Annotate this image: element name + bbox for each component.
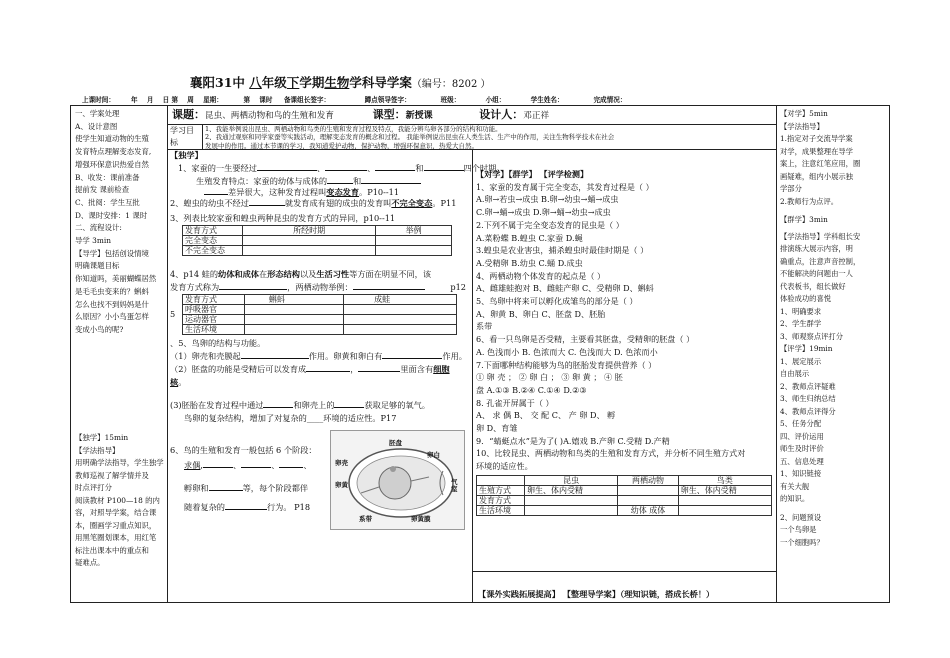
left-line: 【学法指导】 [75,445,120,455]
meta-leader: 备课组长签字： [283,96,331,104]
table-row [477,485,772,495]
q1b-text: 生殖发育特点：家蚕的幼体与成体的 [196,176,328,186]
table-row [183,325,457,335]
right-q-line: 9．“蜻蜓点水”是为了( )A.嬉戏 B.产卵 C.受精 D.产精 [476,435,670,446]
q5b [170,363,468,376]
table-row [183,236,452,246]
left-line: 疑难点。 [75,558,105,567]
topic-label: 课题： [172,108,205,121]
table-frog [182,294,457,335]
right-q-line: 3.蝗虫是农业害虫，捕杀蝗虫时最佳时期是（ ） [476,245,649,256]
left-line: 用黑笔圈划课本，用红笔 [75,533,157,542]
table-cell: 所经时期 [243,226,376,236]
left-line: 使学生知道动物的生殖 [75,134,149,144]
right-q-line: 7.下面哪种结构能够为鸟的胚胎发育提供营养（ ） [476,359,657,370]
topic-value: 昆虫、两栖动物和鸟的生殖和发育 [205,111,334,121]
bird-egg-figure [330,430,465,530]
q6b-sep: 、 [233,460,242,470]
meta-week: 周 [187,96,194,104]
q6b-sep: 、 [271,460,280,470]
right-q-line: 10、比较昆虫、两栖动物和鸟类的生殖和发育方式，并分析不同生殖方式对 [476,448,746,459]
q6c [170,481,330,496]
table-row [183,246,452,256]
q6d [170,500,330,515]
q5a [170,350,468,363]
q1c [170,186,468,197]
table-compare [476,475,772,516]
meta-status: 完成情况： [593,96,627,104]
far-right-line: 5、任务分配 [780,419,822,428]
q4-text: 以及 [299,269,317,279]
far-right-line: 排演练大展示内容，明 [780,244,853,253]
left-line: 标注出课本中的重点和 [75,545,149,555]
table-cell [678,495,771,505]
title-term: 下 [286,75,300,90]
q5c-text: 获取足够的氧气。 [364,400,430,410]
far-right-line: 3、师观察点评打分 [780,331,844,341]
meta-supervisor: 蹲点领导签字： [364,96,411,104]
far-right-line: 1.指定对子交流导学案 [780,134,853,143]
right-footer: 【课外实践拓展提高】 【整理导学案】（理知识链，搭成长桥！） [478,589,715,599]
left-line: 教师巡视了解学情并及 [75,470,149,480]
far-right-line: 有关大舰 [780,481,810,491]
q4b-text: 发育方式称为 [170,282,220,292]
q2-text2: 就发育成有翅的成虫的发育叫 [284,198,392,208]
left-line: 一、学案处理 [75,109,120,118]
topic-row [172,108,549,123]
far-right-line: 【学法指导】学科组长安 [780,231,861,241]
designer-label: 设计人： [479,108,524,121]
goal-line: 发展中的作用。通过本节课的学习，我知道爱护动物，保护动物，增强环保意识，热爱大自然。 [205,141,478,150]
left-line: 提前发 课前检查 [75,185,130,195]
table-cell [344,325,457,335]
right-title: 【对学】【群学】 【评学检测】 [476,169,589,179]
table-cell: 呼吸器官 [183,305,245,315]
title-w3: 学科导学案 [349,75,412,90]
right-q-line: A.菜粉蝶 B.蝗虫 C.家蚕 D.蝇 [476,232,583,243]
left-line: B、收发：课前准备 [75,172,140,182]
q5b-sep: ， [350,364,359,374]
egg-label-shell: 卵壳 [335,459,348,467]
left-column [75,108,165,337]
meta-time: 上课时间： [82,96,115,104]
meta-day: 日 第 [162,96,179,104]
table-cell: 完全变态 [183,236,243,246]
table-cell: 卵生、体内受精 [525,485,618,495]
left-line: 么原因？小小鸟蛋怎样 [75,312,149,322]
left-line: C、批阅：学生互批 [75,197,140,207]
page-title [190,74,491,92]
far-right-line: 五、信息处理 [780,456,824,466]
q5c-text: 和卵壳上的 [293,400,335,410]
q6b-text: 求偶 [184,460,201,470]
meta-group: 小组： [485,96,506,104]
egg-label-yolk: 卵黄 [335,481,348,489]
far-right-line: 案上，注意红笔应用，圈 [780,159,861,168]
far-right-line: 3、师生归纳总结 [780,394,836,403]
table-cell [243,246,376,256]
right-q-line: ① 卵 壳 ； ② 卵 白 ； ③ 卵 黄 ； ④ 胚 [476,372,623,383]
far-right-line: 确重点，注意声音控制， [780,256,861,266]
right-q-line: 6、看一只鸟卵是否受精，主要看其胚盘，受精卵的胚盘（ ） [476,334,695,345]
meta-student: 学生姓名： [530,96,564,104]
q4-key: 幼体和成体 [218,269,259,279]
right-q-line: 5、鸟卵中将来可以孵化成雏鸟的部分是（ ） [476,296,638,307]
left-line: 明确课题目标 [75,261,120,271]
meta-period: 第 [243,96,251,104]
left-line: 用明确学法指导，学生独学 [75,458,164,467]
table-cell: 鸟类 [678,475,771,485]
egg-yolk [379,467,411,499]
egg-label-chalaza: 系带 [359,515,372,523]
q1-sep: 、 [316,163,326,173]
q3: 3、列表比较家蚕和蝗虫两种昆虫的发育方式的异同，p10--11 [170,213,396,223]
far-right-line: 2.教师行为点评。 [780,196,839,206]
table-cell [344,305,457,315]
right-q-line: A、雌雄蛙抱对 B、雌蛙产卵 C、受精卵 D、蝌蚪 [476,283,654,294]
q6b [170,458,330,473]
table-cell [618,485,678,495]
table-cell: 卵生、体内受精 [678,485,771,495]
q6d-text: 随着复杂的 [184,502,225,512]
table-row [183,315,457,325]
q2-ref: 。P11 [432,198,457,208]
far-right-line: 自由展示 [780,369,810,378]
q5b-text: 里面含有 [400,364,434,374]
left-line: 你知道吗，美丽蝴蝶居然 [75,274,157,284]
q6c-text: 等，每个阶段都伴 [242,483,309,493]
table-cell [477,475,525,485]
table-cell [245,305,344,315]
q6b-sep: , [200,460,203,470]
table-cell [243,236,376,246]
q5b-key2: 核 [170,377,179,387]
table-cell [376,236,452,246]
meta-year: 年 [131,96,138,104]
goal-line: 2、我通过观察和同学家蚕等实践活动，理解变态发育的概念和过程。 我能举例说出昆虫在人类生活、生产中的作用，关注生物科学技术在社会 [205,133,615,142]
egg-label-membrane: 卵黄膜 [411,515,431,523]
meta-row [82,96,626,105]
q5b-cont [170,376,468,389]
table-cell [245,315,344,325]
left-line: A、设计意图 [75,121,118,131]
right-q-line: 1、家蚕的发育属于完全变态，其发育过程是（ ） [476,181,654,192]
right-q-line: A.卵→若虫→成虫 B.卵→幼虫→蛹→成虫 [476,194,619,205]
q5a-text: 作用。 [442,351,467,361]
table-cell: 成蛙 [344,295,457,305]
q5a-text: 作用。卵黄和卵白有 [308,351,383,361]
table-cell [618,495,678,505]
q6-block [170,443,330,515]
egg-blastodisc [390,466,396,472]
table-row [477,475,772,485]
q4-key: 形态结构 [267,269,300,279]
table-cell: 蝌蚪 [245,295,344,305]
left-line: 是毛毛虫变来的？蝌蚪 [75,286,149,296]
right-q-line: 盘 A.①③ B.②④ C.①④ D.②③ [476,384,587,395]
far-right-line: 师生及时评价 [780,444,824,453]
left-line: 变成小鸟的呢? [75,324,124,334]
table-cell [525,505,618,515]
left-column-2 [75,432,165,570]
right-q-line: A.受精卵 B.幼虫 C.蛹 D.成虫 [476,257,583,268]
right-q-line: A、 求 偶 B、 交 配 C、 产 卵 D、 孵 [476,410,616,421]
table-cell: 发育方式 [183,226,243,236]
table-row [477,505,772,515]
far-right-line: 【评学】19min [780,344,833,353]
table-cell: 昆虫 [525,475,618,485]
left-line: 导学 3min [75,236,111,246]
far-right-line: 体验成功的喜悦 [780,294,832,303]
meta-weekday: 星期： [203,96,223,104]
q1 [170,162,505,175]
q5d: 鸟卵的复杂结构，增加了对复杂的____环境的适应性。P17 [184,413,397,423]
right-q-line: 4、两栖动物个体发育的起点是（ ） [476,270,606,281]
right-q-line: 系带 [476,321,493,332]
q1b-sep: 和 [353,176,362,186]
q1-sep: 和 [415,163,424,173]
q6d-text: 行为。 P18 [266,502,311,512]
q4-text: 4、p14 蛙的 [170,269,219,279]
left-line: 本，圈画学习重点知识， [75,520,157,530]
q2 [170,197,468,210]
meta-class: 班级： [440,96,461,104]
goals-label-line: 标 [170,138,178,147]
q1-end: 四个时期。 [463,163,505,173]
q5c-text: (3)胚胎在发育过程中通过 [170,400,264,410]
left-line: 二、流程设计: [75,223,122,233]
title-no: （编号：8202 ） [411,79,491,90]
q4-mark: 5 [170,309,176,319]
q1c-ref: 。P10--11 [359,187,400,197]
left-line: 【独学】15min [75,433,129,442]
q1-text: 1、家蚕的一生要经过 [178,163,257,173]
left-line: 容，对照导学案，结合课 [75,508,157,517]
far-right-line: 1、知识链接 [780,469,822,478]
table-cell: 运动器官 [183,315,245,325]
q6c-text: 孵卵和 [184,483,209,493]
q5b-key: 细胞 [433,364,450,374]
table-cell [344,315,457,325]
q1b [170,175,468,186]
table-cell: 发育方式 [477,495,525,505]
left-line: 阅读教材 P100—18 的内 [75,495,160,505]
left-line: 增强环保意识热爱自然 [75,159,149,169]
table-row [183,295,457,305]
title-school: 襄阳31中 [190,75,245,90]
far-right-line: 一个细胞吗？ [780,537,824,547]
egg-label-air: 气室 [451,478,458,493]
table-cell: 生活环境 [183,325,245,335]
table-row [183,226,452,236]
left-line: 【导学】包括创设情境 [75,248,149,258]
q5b-end: 。 [178,377,187,387]
far-right-line: 四、评价运用 [780,431,824,441]
table2-wrap [170,294,468,335]
right-q-line: A. 色浅而小 B. 色浓而大 C. 色浅而大 D. 色浓而小 [476,346,658,357]
q5b-text: （2）胚盘的功能是受精后可以发育成 [170,364,307,374]
table-cell: 不完全变态 [183,246,243,256]
q4b-text: ，两栖动物举例： [287,282,353,292]
table-cell: 幼体 成体 [618,505,678,515]
goals-text [205,125,775,150]
far-right-line: 的知识。 [780,494,810,503]
far-right-line: 代表板书，组长做好 [780,281,846,291]
far-right-line: 对学，成果整理在导学 [780,146,853,156]
meta-month: 月 [146,96,154,104]
far-right-line: 1、明确要求 [780,306,822,316]
table-cell: 两栖动物 [618,475,678,485]
q5: 、5、鸟卵的结构与功能。 [170,338,266,348]
left-line: 怎么也找不到妈妈是什 [75,299,149,309]
far-right-line: 4、教师点评得分 [780,406,836,416]
left-line: 时点评打分 [75,483,112,492]
q4-text: 在 [259,269,268,279]
right-q-line: 环境的适应性。 [476,461,533,472]
q1-sep: 、 [367,163,376,173]
table-cell [245,325,344,335]
far-right-line: 1、展定展示 [780,356,822,366]
meta-period-unit: 课时 [259,96,273,104]
q5a-text: （1）卵壳和壳膜起 [170,351,241,361]
table-row [183,305,457,315]
title-grade: 八 [249,75,262,90]
middle-title: 【独学】 [170,150,203,160]
far-right-line: 2、教师点评疑难 [780,381,836,391]
table-cell: 生活环境 [477,505,525,515]
far-right-line: 一个鸟卵是 [780,525,817,534]
title-w2: 学期 [299,75,325,90]
designer-value: 邓正祥 [523,111,550,121]
left-line: 发育特点理解变态发育, [75,147,152,157]
q6b-sep: 、 [303,460,312,470]
table-cell [525,495,618,505]
table-row [477,495,772,505]
type-value: 新授课 [405,111,433,121]
table-cell: 生殖方式 [477,485,525,495]
far-right-line: 2、学生群学 [780,319,822,328]
far-right-line: 不能解决的问题由一人 [780,269,853,278]
q4a [170,268,468,281]
q4-text: 等方面在明显不同，该 [349,269,432,279]
right-q-line: 8. 孔雀开屏属于（ ） [476,397,554,408]
far-right-line: 【学法指导】 [780,121,824,131]
table-cell [678,505,771,515]
right-q-line: 2.下列不属于完全变态发育的昆虫是（ ） [476,219,624,230]
q1c-text: 差异很大，这种发育过程叫 [228,187,327,197]
far-right-line: 【对学】5min [780,109,828,118]
table-cell [376,246,452,256]
far-right-line: 学部分 [780,184,802,193]
q4b [170,281,468,294]
right-q-line: C.卵→蛹→成虫 D.卵→蛹→幼虫→成虫 [476,207,611,218]
left-line: D、课时安排：1 课时 [75,210,148,220]
table-cell: 举例 [376,226,452,236]
goals-label [170,125,194,149]
type-label: 课型： [372,108,406,121]
right-q-line: 卵 D、育雏 [476,423,518,434]
q2-answer: 不完全变态 [391,198,433,208]
q4b-ref: p12 [450,282,466,292]
far-right-line: 2、问题预设 [780,512,822,522]
far-right-line: 【群学】3min [780,215,828,224]
q5c [170,399,468,412]
egg-label-white: 卵白 [427,451,440,459]
right-q-line: A、卵黄 B、卵白 C、胚盘 D、胚胎 [476,308,606,319]
far-right-column [780,108,888,549]
table-insect [182,225,452,256]
q6a: 6、鸟的生殖和发育一般包括 6 个阶段： [170,445,317,455]
q1c-answer: 变态发育 [326,187,360,197]
title-subject: 生物 [324,75,350,90]
far-right-line: 画疑难，组内小展示独 [780,171,853,181]
q4-key: 生活习性 [316,269,350,279]
goal-line: 1、我能举例说出昆虫、两栖动物和鸟类的生殖和发育过程及特点，我能分辨鸟卵各部分的结构和功能。 [205,125,502,133]
goals-label-line: 学习目 [170,126,194,135]
right-column [476,168,774,516]
egg-label-disc: 胚盘 [389,439,402,447]
q2-text: 2、蝗虫的幼虫不经过 [170,198,249,208]
title-w1: 年级 [261,75,287,90]
table-cell: 发育方式 [183,295,245,305]
